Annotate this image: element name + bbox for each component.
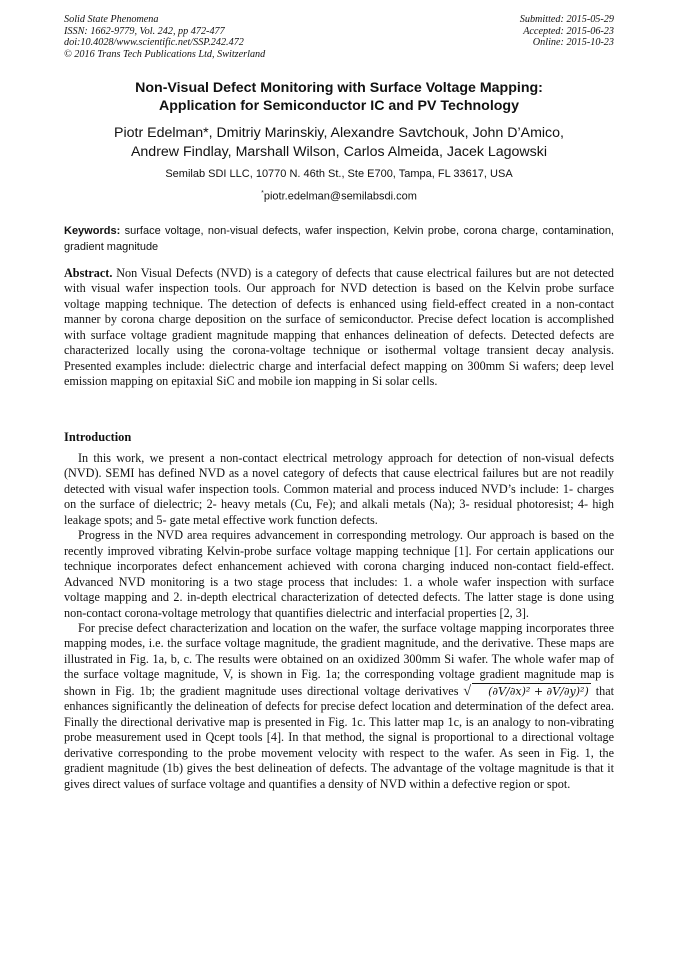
journal-name: Solid State Phenomena xyxy=(64,14,159,25)
paper-title xyxy=(64,80,614,115)
issn-line: ISSN: 1662-9779, Vol. 242, pp 472-477 xyxy=(64,25,225,37)
email-footnote-mark: * xyxy=(261,190,264,197)
author-line: Andrew Findlay, Marshall Wilson, Carlos Almeida, Jacek Lagowski xyxy=(130,143,548,160)
abstract-text: Non Visual Defects (NVD) is a category of defects that cause electrical failures but are not detected with visual wafer inspection tools. Our approach for NVD detection is based on the Kelvin probe surface voltage mapping technique. The detection of defects is enhanced using field-effect created in a non-contact manner by corona charge deposition on the surface of semiconductor. Precise defect location is accomplished with surface voltage gradient magnitude mapping that enhances delineation of defects. Detected defects are characterized locally using the corona-voltage technique or isothermal voltage transient decay analysis. Presented examples include: dielectric charge and interfacial defect mapping on 300mm Si wafers; deep level emission mapping on epitaxial SiC and mobile ion mapping in Si solar cells. xyxy=(64,266,614,389)
paragraph: In this work, we present a non-contact electrical metrology approach for detection of non-visual defects (NVD). SEMI has defined NVD as a novel category of defects that cause electrical failures but are not readily detected with visual wafer inspection tools. Common material and process induced NVD’s include: 1- charges on the surface of dielectric; 2- heavy metals (Cu, Fe); and alkali metals (Na); 3- residual photoresist; 4- high leakage spots; and 5- gate metal effective work function defects. xyxy=(64,451,614,527)
introduction-body xyxy=(64,451,614,792)
abstract-label: Abstract. xyxy=(64,266,113,280)
section-heading-introduction: Introduction xyxy=(64,430,132,444)
keywords-text: surface voltage, non-visual defects, wafer inspection, Kelvin probe, corona charge, contamination, gradient magnitude xyxy=(64,225,614,253)
dates-header xyxy=(520,14,614,49)
email-address: piotr.edelman@semilabsdi.com xyxy=(263,190,417,203)
doi-line: doi:10.4028/www.scientific.net/SSP.242.472 xyxy=(64,37,244,49)
keywords-label: Keywords: xyxy=(64,225,121,237)
paragraph: Progress in the NVD area requires advancement in corresponding metrology. Our approach is based on the recently improved vibrating Kelvin-probe surface voltage mapping technique [1]. For certain applications our technique incorporates defect enhancement achieved with corona charging induced non-contact field-effect. Advanced NVD monitoring is a two stage process that includes: 1. a whole wafer inspection with surface voltage mapping and 2. in-depth electrical characterization of detected defects. The latter stage is done using non-contact corona-voltage metrology that quantifies dielectric and interfacial properties [2, 3]. xyxy=(64,528,614,620)
gradient-formula: (∂V/∂x)² + ∂V/∂y)²) xyxy=(472,683,591,699)
paragraph xyxy=(64,621,614,792)
affiliation: Semilab SDI LLC, 10770 N. 46th St., Ste E700, Tampa, FL 33617, USA xyxy=(165,168,513,180)
sqrt-symbol: √ xyxy=(463,683,472,699)
accepted-date: Accepted: 2015-06-23 xyxy=(523,25,614,37)
corresponding-email xyxy=(64,187,614,204)
paragraph-text: For precise defect characterization and location on the wafer, the surface voltage mapping incorporates three mapping modes, i.e. the surface voltage magnitude, the gradient magnitude, and the derivative. These maps are illustrated in Fig. 1a, b, c. The results were obtained on an oxidized 300mm Si wafer. The whole wafer map of the surface voltage magnitude, V, is shown in Fig. 1a; the corresponding voltage gradient magnitude map is shown in Fig. 1b; the gradient magnitude uses directional voltage derivatives xyxy=(64,620,614,698)
title-line: Non-Visual Defect Monitoring with Surface Voltage Mapping: xyxy=(135,80,543,96)
author-list xyxy=(64,124,614,161)
online-date: Online: 2015-10-23 xyxy=(532,37,614,49)
title-line: Application for Semiconductor IC and PV Technology xyxy=(159,97,519,114)
abstract xyxy=(64,266,614,390)
author-line: Piotr Edelman*, Dmitriy Marinskiy, Alexandre Savtchouk, John D’Amico, xyxy=(114,125,564,141)
submitted-date: Submitted: 2015-05-29 xyxy=(519,14,614,25)
paragraph-text: that enhances significantly the delineation of defects for precise defect location and determination of the defect area. Finally the directional derivative map is presented in Fig. 1c. This latter map 1c, is an analogy to non-vibrating probe measurement used in Qcept tools [4]. In that method, the signal is proportional to a directional voltage derivative corresponding to the probe movement velocity with respect to the wafer. As seen in Fig. 1, the gradient magnitude (1b) gives the best delineation of defects. The advantage of the voltage magnitude is that it gives direct values of surface voltage and quantifies a density of NVD within a defective region or spot. xyxy=(64,683,614,791)
journal-header xyxy=(64,14,265,60)
copyright-line: © 2016 Trans Tech Publications Ltd, Switzerland xyxy=(64,48,266,60)
keywords xyxy=(64,224,614,255)
